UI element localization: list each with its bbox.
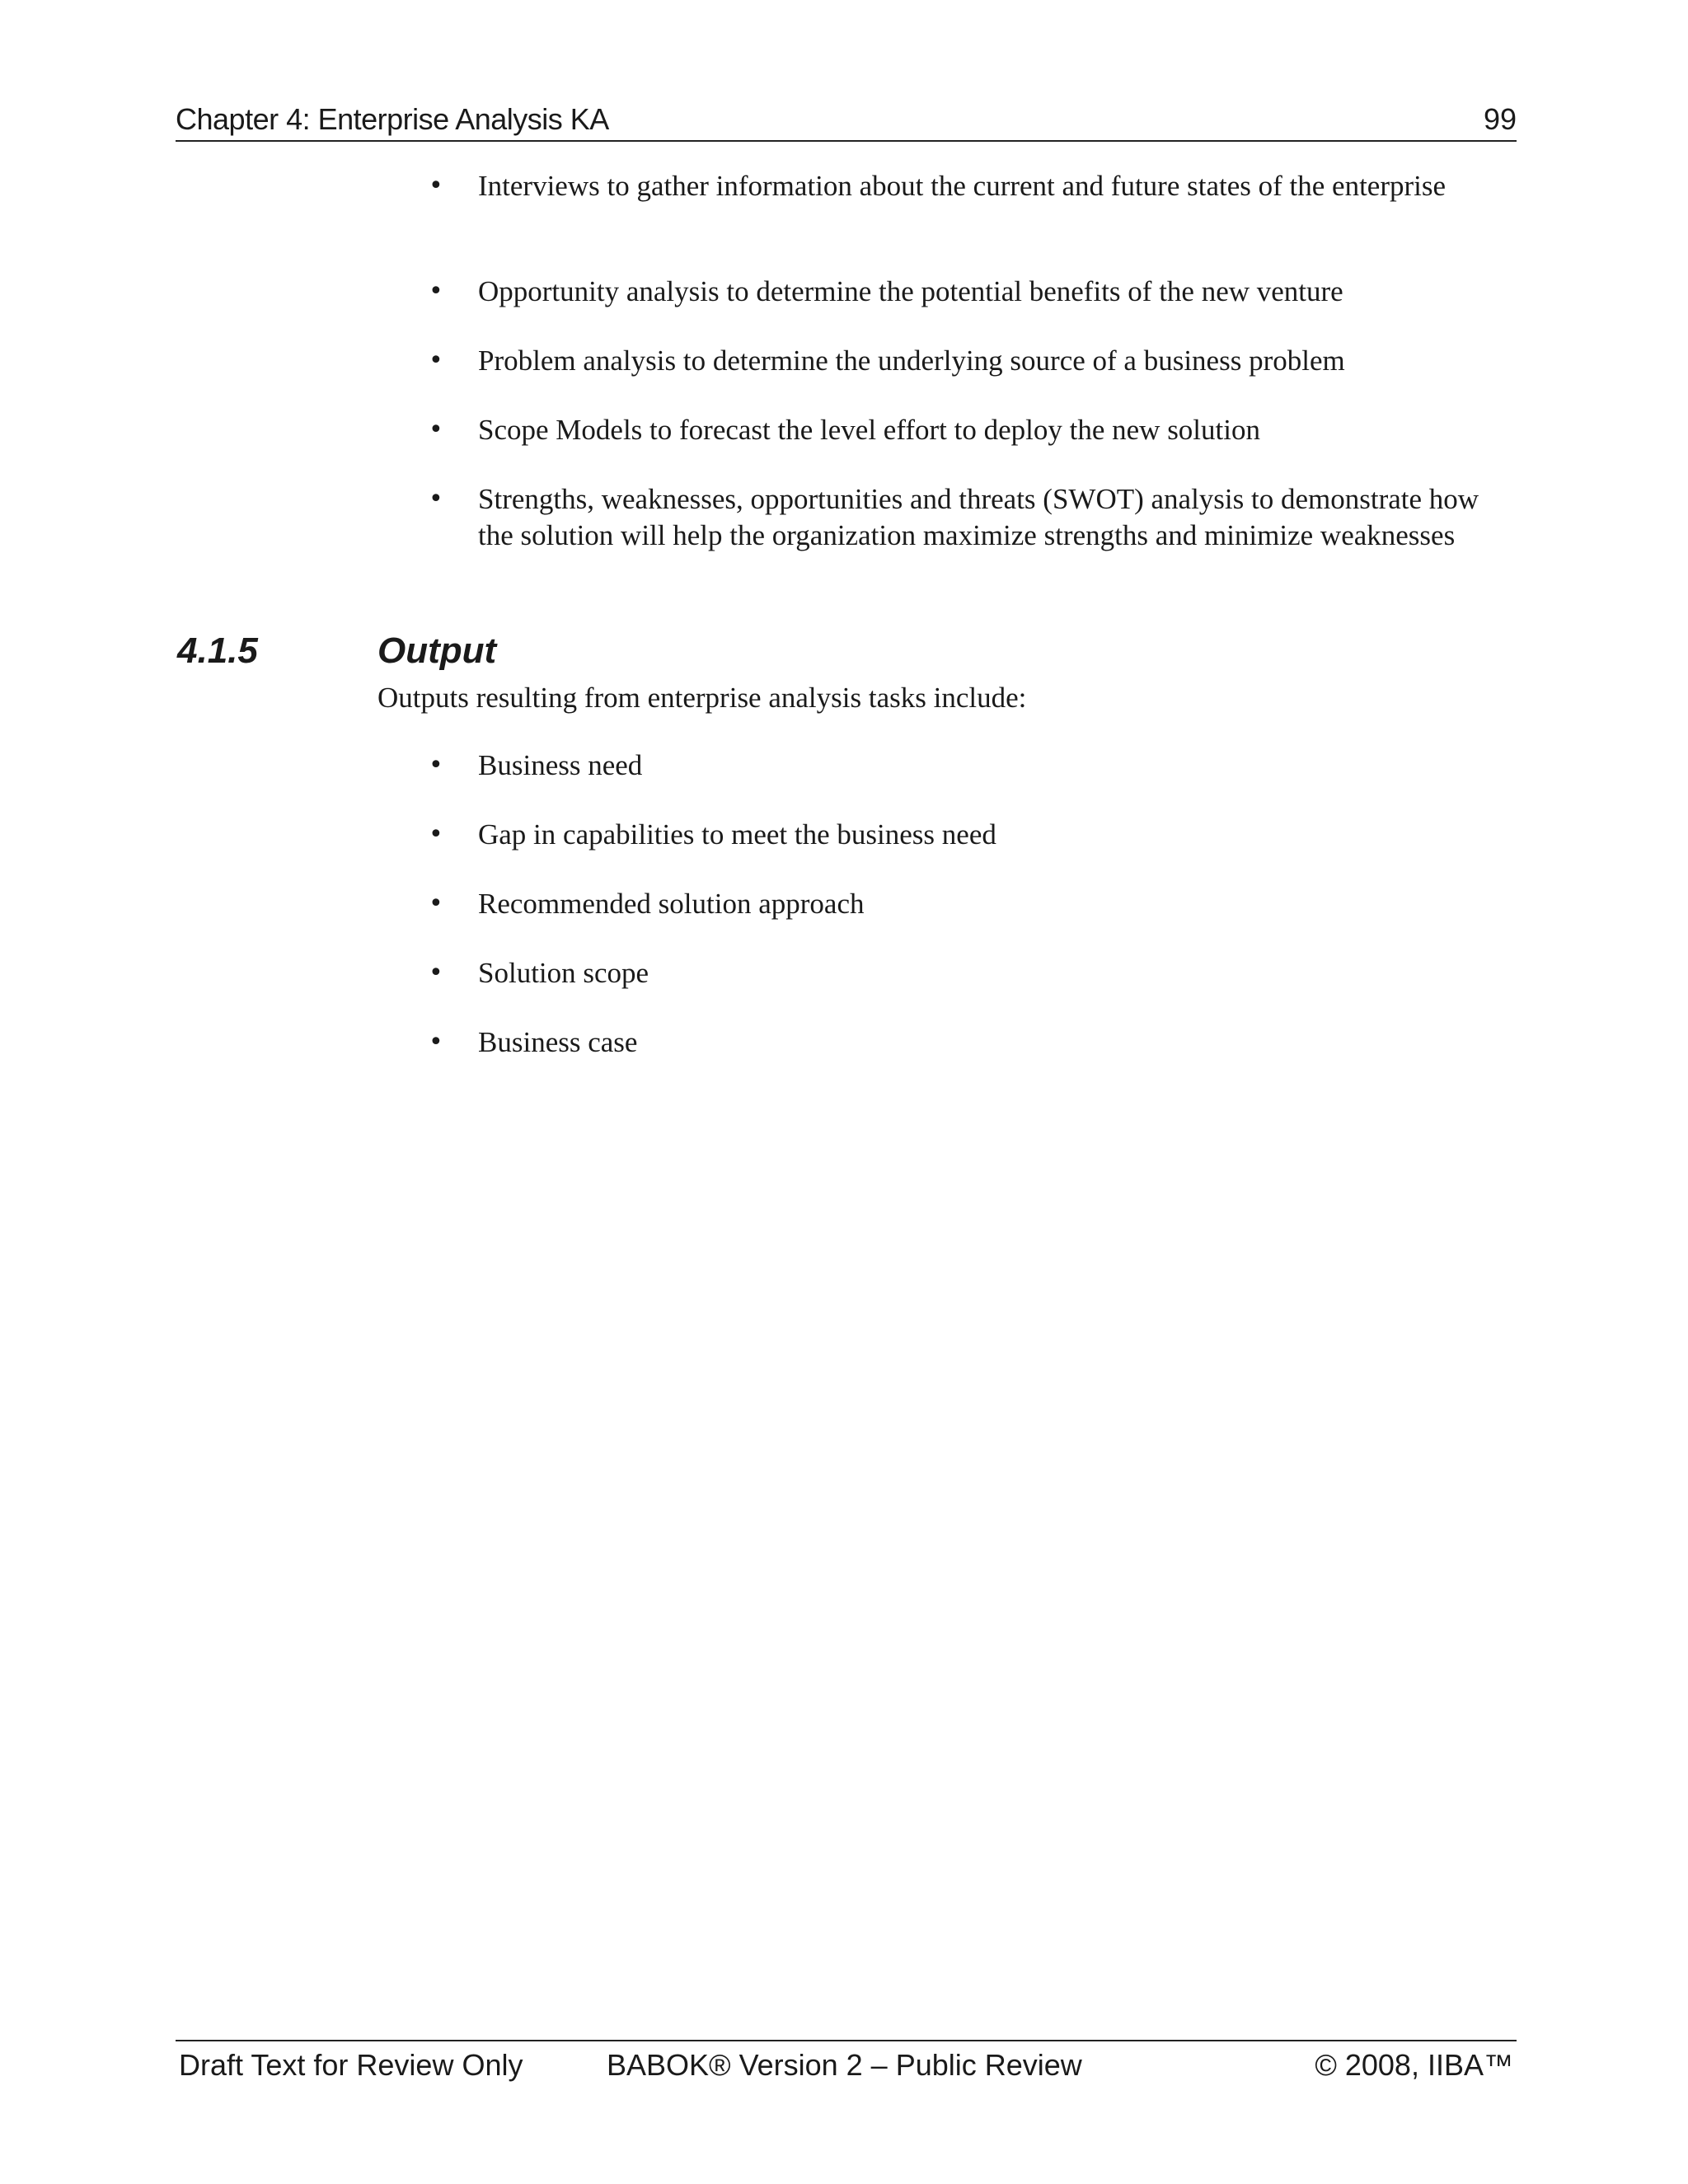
list-item-text: Strengths, weaknesses, opportunities and threats (SWOT) analysis to demonstrate how the solution will help the organization maximize strengths and minimize weaknesses xyxy=(478,483,1479,551)
section-title: Output xyxy=(377,630,497,671)
list-item-text: Opportunity analysis to determine the potential benefits of the new venture xyxy=(478,275,1343,307)
footer-version: BABOK® Version 2 – Public Review xyxy=(607,2048,1082,2082)
bullet-icon: • xyxy=(429,889,443,918)
list-item xyxy=(429,412,1508,448)
list-item xyxy=(429,1024,1508,1061)
bullet-icon: • xyxy=(429,346,443,375)
list-item xyxy=(429,817,1508,853)
list-item-text: Gap in capabilities to meet the business need xyxy=(478,818,996,851)
footer-draft-notice: Draft Text for Review Only xyxy=(179,2048,523,2082)
list-item-text: Business need xyxy=(478,749,643,781)
list-item xyxy=(429,343,1508,379)
bullet-icon: • xyxy=(429,415,443,444)
list-item xyxy=(429,955,1508,991)
bullet-icon: • xyxy=(429,958,443,987)
bullet-icon: • xyxy=(429,171,443,200)
list-item xyxy=(429,886,1508,922)
list-item xyxy=(429,168,1508,204)
page-header xyxy=(176,92,1517,142)
list-item xyxy=(429,481,1508,554)
list-item-text: Scope Models to forecast the level effort to deploy the new solution xyxy=(478,414,1260,446)
list-item xyxy=(429,274,1508,310)
bullet-icon: • xyxy=(429,1028,443,1057)
list-item-text: Recommended solution approach xyxy=(478,888,865,920)
list-item xyxy=(429,748,1508,784)
footer-copyright: © 2008, IIBA™ xyxy=(1315,2048,1513,2082)
list-item-text: Business case xyxy=(478,1026,638,1058)
bullet-icon: • xyxy=(429,820,443,849)
bullet-icon: • xyxy=(429,277,443,306)
section-number: 4.1.5 xyxy=(177,630,258,671)
page-number: 99 xyxy=(1483,102,1517,136)
page-footer xyxy=(176,2040,1517,2089)
list-item-text: Interviews to gather information about the current and future states of the enterprise xyxy=(478,170,1447,202)
bullet-icon: • xyxy=(429,485,443,513)
list-item-text: Problem analysis to determine the underlying source of a business problem xyxy=(478,344,1345,377)
bullet-icon: • xyxy=(429,751,443,780)
list-item-text: Solution scope xyxy=(478,957,649,989)
chapter-title: Chapter 4: Enterprise Analysis KA xyxy=(176,102,609,136)
section-intro: Outputs resulting from enterprise analysis tasks include: xyxy=(377,682,1027,714)
